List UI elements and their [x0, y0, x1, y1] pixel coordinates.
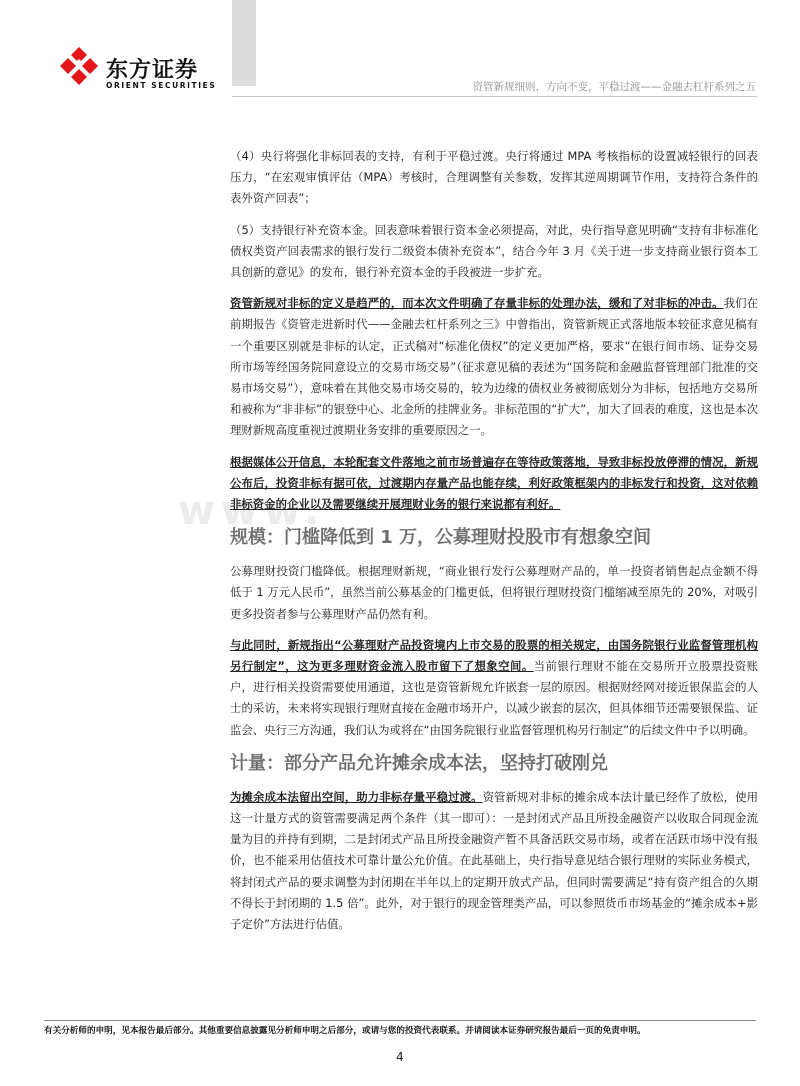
- orient-securities-logo-icon: [58, 45, 100, 87]
- paragraph-text: 资管新规对非标的摊余成本法计量已经作了放松，使用这一计量方式的资管需要满足两个条件（其一即可）：一是封闭式产品且所投金融资产以收取合同现金流量为目的并持有到期，二是封闭式产品且所投金融资产暂不具备活跃交易市场，或者在活跃市场中没有报价，也不能采用估值技术可靠计量公允价值。在此基础上，央行指导意见结合银行理财的实际业务模式，将封闭式产品的要求调整为封闭期在半年以上的定期开放式产品，但同时需要满足“持有资产组合的久期不得长于封闭期的 1.5 倍”。此外，对于银行的现金管理类产品，可以参照货币市场基金的“摊余成本+影子定价”方法进行估值。: [230, 789, 758, 932]
- paragraph-capital-support: （5）支持银行补充资本金。回表意味着银行资本金必须提高，对此，央行指导意见明确“支持有非标准化债权类资产回表需求的银行发行二级资本债补充资本”，结合今年 3 月《关于进一步支持商业银行资本工具创新的意见》的发布，银行补充资本金的手段被进一步扩充。: [230, 222, 758, 280]
- watermark: www.: [178, 488, 326, 534]
- paragraph-text: 我们在前期报告《资管走进新时代——金融去杠杆系列之三》中曾指出，资管新规正式落地版本较征求意见稿有一个重要区别就是非标的认定，正式稿对“标准化债权”的定义更加严格，要求“在银行间市场、证券交易所市场等经国务院同意设立的交易市场交易”（征求意见稿的表述为“国务院和金融监督管理部门批准的交易市场交易”），意味着在其他交易市场交易的，较为边缘的债权业务被彻底划分为非标，包括地方交易所和被称为“非非标”的银登中心、北金所的挂牌业务。非标范围的“扩大”，加大了回表的难度，这也是本次理财新规高度重视过渡期业务安排的重要原因之一。: [230, 296, 758, 438]
- logo-english-name: ORIENT SECURITIES: [106, 81, 217, 90]
- paragraph-threshold: 公募理财投资门槛降低。根据理财新规，“商业银行发行公募理财产品的，单一投资者销售起点金额不得低于 1 万元人民币”，虽然当前公募基金的门槛更低，但将银行理财投资门槛缩减至原先的 20%，对吸引更多投资者参与公募理财产品仍然有利。: [230, 564, 758, 621]
- company-logo: [58, 45, 218, 95]
- key-point-amortized: 为摊余成本法留出空间，助力非标存量平稳过渡。: [230, 789, 483, 804]
- paragraph-mpa-support: （4）央行将强化非标回表的支持，有利于平稳过渡。央行将通过 MPA 考核指标的设置减轻银行的回表压力，“在宏观审慎评估（MPA）考核时，合理调整有关参数，发挥其逆周期调节作用，支持符合条件的表外资产回表”；: [230, 149, 758, 206]
- paragraph-nonstandard-definition: [230, 293, 758, 441]
- header-accent-bar: [232, 0, 256, 86]
- footer-divider: [44, 1020, 756, 1021]
- section-heading-measurement: 计量：部分产品允许摊余成本法，坚持打破刚兑: [230, 752, 608, 774]
- report-body: [230, 146, 758, 945]
- page-number: 4: [396, 1050, 404, 1064]
- key-point-nonstandard: 资管新规对非标的定义是趋严的，而本次文件明确了存量非标的处理办法，缓和了对非标的冲击。: [230, 296, 724, 311]
- logo-chinese-name: 东方证券: [106, 58, 199, 83]
- key-point-stock: 与此同时，新规指出“公募理财产品投资境内上市交易的股票的相关规定，由国务院银行业监督管理机构另行制定”，这为更多理财资金流入股市留下了想象空间。: [230, 637, 758, 674]
- report-title: 资管新规细则，方向不变，平稳过渡——金融去杠杆系列之五: [472, 81, 756, 93]
- paragraph-media-info: 根据媒体公开信息，本轮配套文件落地之前市场普遍存在等待政策落地，导致非标投放停滞的情况，新规公布后，投资非标有据可依，过渡期内存量产品也能存续，利好政策框架内的非标发行和投资，这对依赖非标资金的企业以及需要继续开展理财业务的银行来说都有利好。: [230, 454, 758, 512]
- footer-disclaimer: 有关分析师的申明，见本报告最后部分。其他重要信息披露见分析师申明之后部分，或请与您的投资代表联系。并请阅读本证券研究报告最后一页的免责申明。: [44, 1026, 646, 1036]
- header-divider: [232, 96, 757, 97]
- paragraph-stock-market: [230, 635, 758, 741]
- section-heading-scale: 规模：门槛降低到 1 万，公募理财投股市有想象空间: [230, 527, 652, 549]
- paragraph-amortized-cost: [230, 787, 758, 935]
- paragraph-text: 当前银行理财不能在交易所开立股票投资账户，进行相关投资需要使用通道，这也是资管新规允许嵌套一层的原因。根据财经网对接近银保监会的人士的采访，未来将实现银行理财直接在金融市场开户，以减少嵌套的层次，但具体细节还需要银保监、证监会、央行三方沟通，我们认为或将在“由国务院银行业监督管理机构另行制定”的后续文件中予以明确。: [230, 659, 758, 737]
